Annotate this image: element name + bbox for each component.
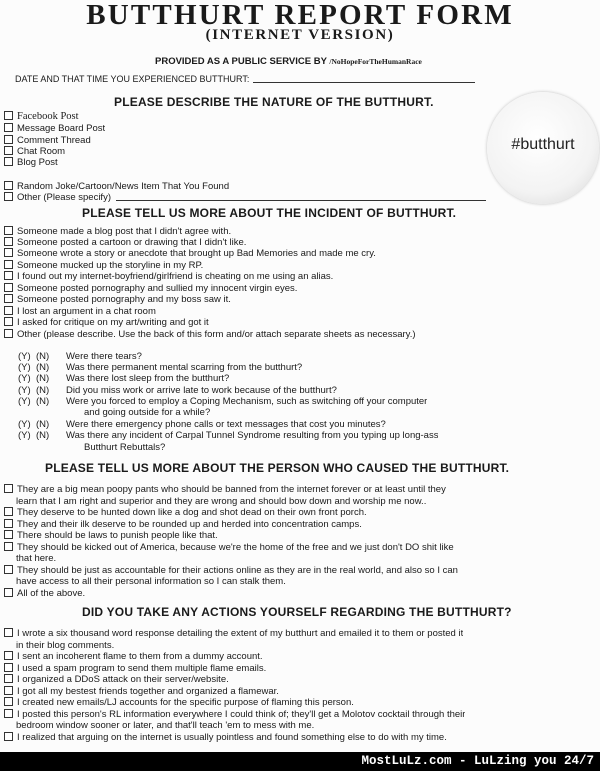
checkbox-box[interactable] <box>4 628 13 637</box>
checkbox-box[interactable] <box>4 565 13 574</box>
checkbox-item[interactable]: They should be kicked out of America, because we're the home of the free and we just don't DO shit like <box>4 542 454 553</box>
yes-no-question: (Y) (N) Did you miss work or arrive late to work because of the butthurt? <box>18 385 337 396</box>
checkbox-item[interactable]: I found out my internet-boyfriend/girlfriend is cheating on me using an alias. <box>4 271 333 282</box>
checkbox-box[interactable] <box>4 271 13 280</box>
checkbox-box[interactable] <box>4 294 13 303</box>
yes-option[interactable]: (Y) <box>18 396 31 407</box>
checkbox-box[interactable] <box>4 192 13 201</box>
checkbox-box[interactable] <box>4 237 13 246</box>
checkbox-box[interactable] <box>4 248 13 257</box>
checkbox-box[interactable] <box>4 111 13 120</box>
checkbox-item[interactable]: I organized a DDoS attack on their server/website. <box>4 674 229 685</box>
checkbox-box[interactable] <box>4 732 13 741</box>
butthurt-badge <box>487 92 599 204</box>
footer-text: MostLuLz.com - LuLzing you 24/7 <box>361 754 594 768</box>
yes-option[interactable]: (Y) <box>18 362 31 373</box>
checkbox-box[interactable] <box>4 674 13 683</box>
checkbox-item[interactable]: Facebook Post <box>4 111 79 122</box>
checkbox-box[interactable] <box>4 283 13 292</box>
question-continuation: Butthurt Rebuttals? <box>84 442 166 453</box>
checkbox-item[interactable]: Someone made a blog post that I didn't agree with. <box>4 226 231 237</box>
author-credit: /NoHopeForTheHumanRace <box>329 57 422 66</box>
checkbox-box[interactable] <box>4 226 13 235</box>
yes-no-question: (Y) (N) Was there lost sleep from the butthurt? <box>18 373 230 384</box>
yes-no-question: (Y) (N) Were there emergency phone calls or text messages that cost you minutes? <box>18 419 386 430</box>
yes-no-question: (Y) (N) Was there any incident of Carpal Tunnel Syndrome resulting from you typing up long-ass <box>18 430 439 441</box>
specify-blank-line <box>116 200 486 201</box>
checkbox-item[interactable]: I lost an argument in a chat room <box>4 306 156 317</box>
no-option[interactable]: (N) <box>36 396 50 407</box>
checkbox-box[interactable] <box>4 542 13 551</box>
checkbox-box[interactable] <box>4 329 13 338</box>
checkbox-item[interactable]: There should be laws to punish people like that. <box>4 530 218 541</box>
item-continuation: bedroom window sooner or later, and that'll teach 'em to mess with me. <box>16 720 315 731</box>
provided-by-text: PROVIDED AS A PUBLIC SERVICE BY <box>155 56 327 67</box>
yes-no-question: (Y) (N) Was there permanent mental scarring from the butthurt? <box>18 362 303 373</box>
date-prompt: DATE AND THAT TIME YOU EXPERIENCED BUTTHURT: <box>15 74 250 84</box>
yes-option[interactable]: (Y) <box>18 430 31 441</box>
checkbox-item[interactable]: All of the above. <box>4 588 85 599</box>
section-heading-actions: DID YOU TAKE ANY ACTIONS YOURSELF REGARDING THE BUTTHURT? <box>82 605 512 619</box>
checkbox-item[interactable]: I created new emails/LJ accounts for the specific purpose of flaming this person. <box>4 697 354 708</box>
checkbox-box[interactable] <box>4 146 13 155</box>
no-option[interactable]: (N) <box>36 362 50 373</box>
checkbox-box[interactable] <box>4 519 13 528</box>
checkbox-item[interactable]: They and their ilk deserve to be rounded up and herded into concentration camps. <box>4 519 362 530</box>
yes-option[interactable]: (Y) <box>18 385 31 396</box>
checkbox-item[interactable]: I realized that arguing on the internet is usually pointless and found something else to do with my time. <box>4 732 447 743</box>
yes-option[interactable]: (Y) <box>18 373 31 384</box>
form-subtitle: (INTERNET VERSION) <box>205 27 395 43</box>
checkbox-box[interactable] <box>4 484 13 493</box>
checkbox-box[interactable] <box>4 588 13 597</box>
checkbox-item[interactable]: Other (please describe. Use the back of this form and/or attach separate sheets as necessary.) <box>4 329 416 340</box>
checkbox-item[interactable]: I wrote a six thousand word response detailing the extent of my butthurt and emailed it to them or posted it <box>4 628 463 639</box>
checkbox-box[interactable] <box>4 260 13 269</box>
no-option[interactable]: (N) <box>36 419 50 430</box>
checkbox-box[interactable] <box>4 663 13 672</box>
item-continuation: have access to all their personal information so I can stalk them. <box>16 576 286 587</box>
yes-option[interactable]: (Y) <box>18 351 31 362</box>
checkbox-item-other[interactable]: Other (Please specify) <box>4 192 486 203</box>
checkbox-item[interactable]: They are a big mean poopy pants who should be banned from the internet forever or at least until they <box>4 484 446 495</box>
checkbox-box[interactable] <box>4 317 13 326</box>
checkbox-box[interactable] <box>4 181 13 190</box>
date-line <box>15 74 475 84</box>
provided-by-line <box>155 56 422 67</box>
checkbox-item[interactable]: They should be just as accountable for their actions online as they are in the real world, and also so I can <box>4 565 458 576</box>
checkbox-item[interactable]: I used a spam program to send them multiple flame emails. <box>4 663 266 674</box>
checkbox-item[interactable]: Someone mucked up the storyline in my RP. <box>4 260 203 271</box>
checkbox-item[interactable]: I sent an incoherent flame to them from a dummy account. <box>4 651 263 662</box>
badge-label: #butthurt <box>511 136 575 153</box>
no-option[interactable]: (N) <box>36 430 50 441</box>
checkbox-item[interactable]: Random Joke/Cartoon/News Item That You Found <box>4 181 229 192</box>
form-title: BUTTHURT REPORT FORM <box>86 0 514 31</box>
checkbox-box[interactable] <box>4 686 13 695</box>
checkbox-box[interactable] <box>4 697 13 706</box>
checkbox-box[interactable] <box>4 507 13 516</box>
section-heading-nature: PLEASE DESCRIBE THE NATURE OF THE BUTTHURT. <box>114 95 434 109</box>
checkbox-item[interactable]: Blog Post <box>4 157 58 168</box>
checkbox-box[interactable] <box>4 157 13 166</box>
checkbox-box[interactable] <box>4 306 13 315</box>
question-continuation: and going outside for a while? <box>84 407 211 418</box>
checkbox-item[interactable]: Message Board Post <box>4 123 105 134</box>
checkbox-item[interactable]: I posted this person's RL information everywhere I could think of; they'll get a Molotov cocktail through their <box>4 709 465 720</box>
checkbox-box[interactable] <box>4 135 13 144</box>
checkbox-box[interactable] <box>4 709 13 718</box>
yes-no-question: (Y) (N) Were you forced to employ a Coping Mechanism, such as switching off your computer <box>18 396 428 407</box>
checkbox-box[interactable] <box>4 530 13 539</box>
item-continuation: that here. <box>16 553 57 564</box>
section-heading-person: PLEASE TELL US MORE ABOUT THE PERSON WHO CAUSED THE BUTTHURT. <box>45 461 510 475</box>
checkbox-item[interactable]: Someone posted pornography and my boss saw it. <box>4 294 231 305</box>
checkbox-item[interactable]: Someone wrote a story or anecdote that brought up Bad Memories and made me cry. <box>4 248 376 259</box>
no-option[interactable]: (N) <box>36 351 50 362</box>
item-continuation: in their blog comments. <box>16 640 115 651</box>
checkbox-box[interactable] <box>4 651 13 660</box>
checkbox-item[interactable]: I asked for critique on my art/writing and got it <box>4 317 209 328</box>
yes-no-question: (Y) (N) Were there tears? <box>18 351 142 362</box>
checkbox-item[interactable]: I got all my bestest friends together and organized a flamewar. <box>4 686 279 697</box>
no-option[interactable]: (N) <box>36 385 50 396</box>
checkbox-box[interactable] <box>4 123 13 132</box>
checkbox-item[interactable]: Chat Room <box>4 146 65 157</box>
site-footer-banner <box>0 752 600 771</box>
date-blank-line <box>253 82 475 83</box>
yes-option[interactable]: (Y) <box>18 419 31 430</box>
checkbox-item[interactable]: They deserve to be hunted down like a dog and shot dead on their own front porch. <box>4 507 367 518</box>
section-heading-incident: PLEASE TELL US MORE ABOUT THE INCIDENT OF BUTTHURT. <box>82 206 457 220</box>
checkbox-item[interactable]: Someone posted pornography and sullied my innocent virgin eyes. <box>4 283 297 294</box>
no-option[interactable]: (N) <box>36 373 50 384</box>
item-continuation: learn that I am right and superior and they are wrong and should bow down and worship me now.. <box>16 496 427 507</box>
checkbox-item[interactable]: Someone posted a cartoon or drawing that I didn't like. <box>4 237 246 248</box>
checkbox-item[interactable]: Comment Thread <box>4 135 91 146</box>
